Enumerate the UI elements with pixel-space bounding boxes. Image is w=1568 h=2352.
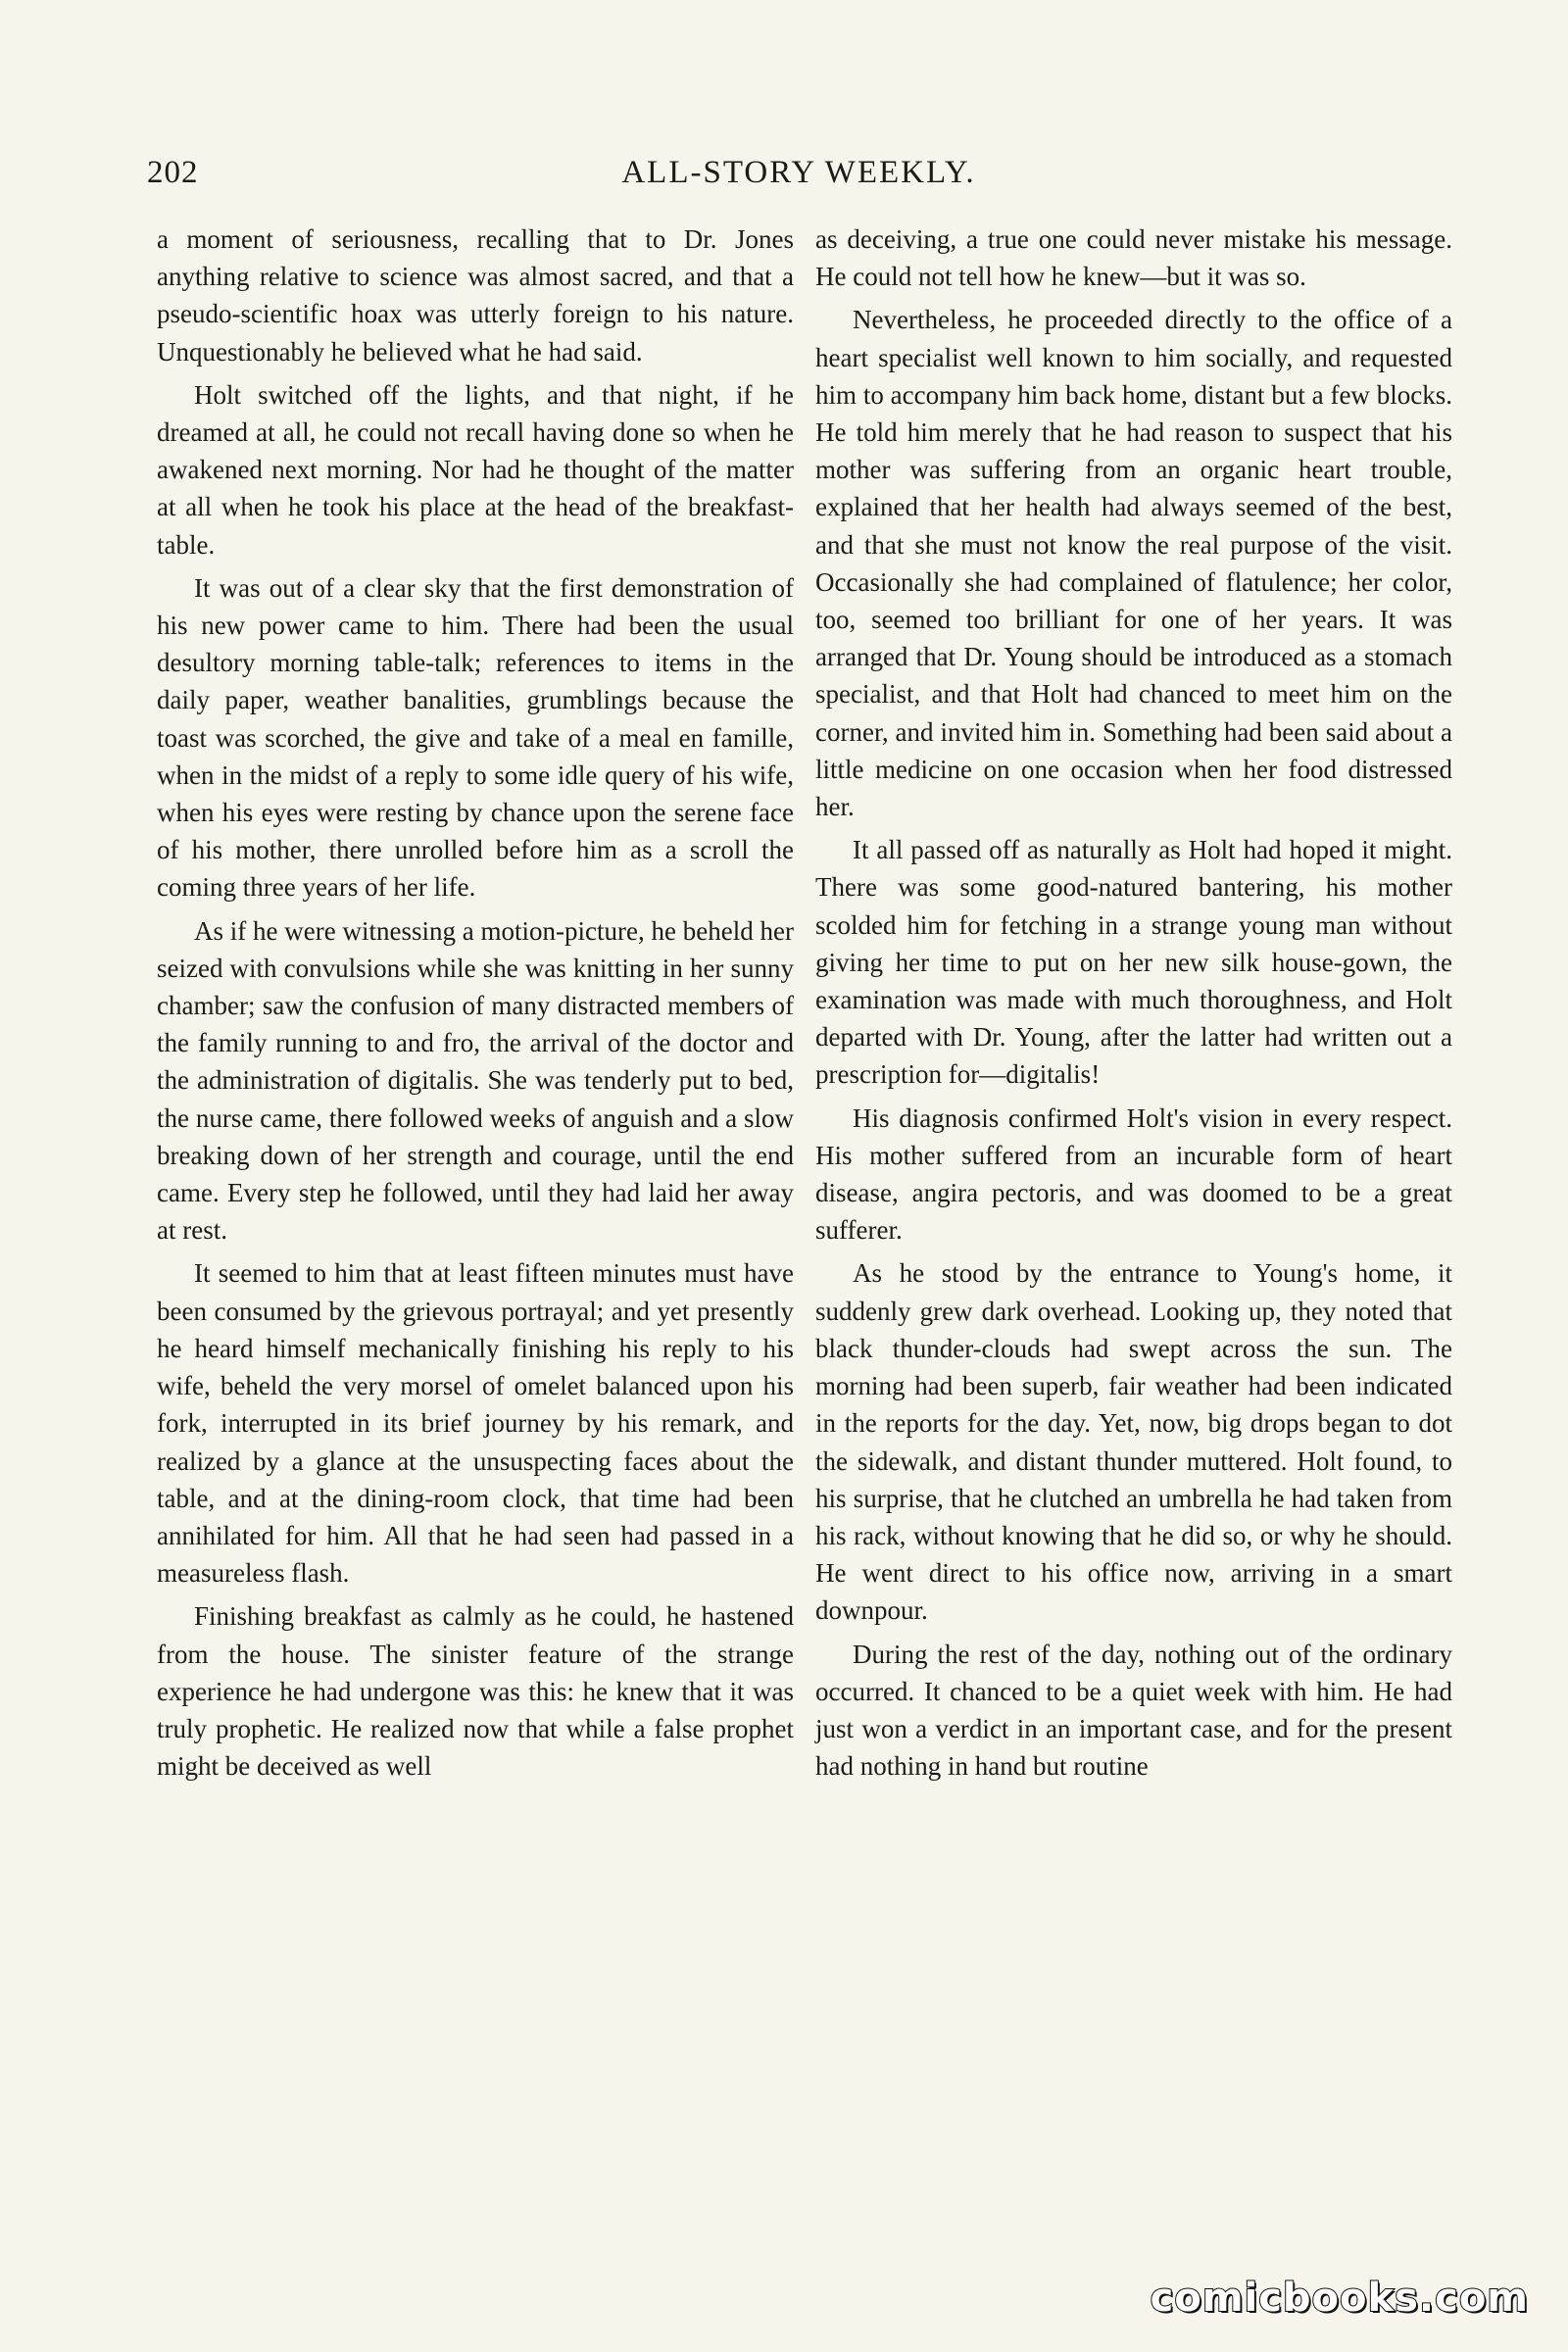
paragraph: It seemed to him that at least fifteen minutes must have been consumed by the grievous portrayal; and yet presently he heard himself mechanically finishing his reply to his wife, beheld the very morsel of omelet balanced upon his fork, interrupted in its brief journey by his remark, and realized by a glance at the unsuspecting faces about the table, and at the dining-room clock, that time had been annihilated for him. All that he had seen had passed in a measureless flash.	[157, 1258, 794, 1589]
paragraph: Holt switched off the lights, and that night, if he dreamed at all, he could not recall having done so when he awakened next morning. Nor had he thought of the matter at all when he took his place at the head of the breakfast-table.	[157, 379, 794, 560]
paragraph: During the rest of the day, nothing out of the ordinary occurred. It chanced to be a quiet week with him. He had just won a verdict in an important case, and for the present had nothing in hand but routine	[815, 1639, 1452, 1782]
page-header	[147, 147, 1450, 206]
running-head: ALL-STORY WEEKLY.	[621, 155, 976, 190]
left-column	[157, 220, 794, 1790]
watermark-logo: comicbooks.com	[1150, 2276, 1529, 2321]
paragraph: As he stood by the entrance to Young's home, it suddenly grew dark overhead. Looking up, they noted that black thunder-clouds had swept across the sun. The morning had been superb, fair weather had been indicated in the reports for the day. Yet, now, big drops began to dot the sidewalk, and distant thunder muttered. Holt found, to his surprise, that he clutched an umbrella he had taken from his rack, without knowing that he did so, or why he should. He went direct to his office now, arriving in a smart downpour.	[815, 1258, 1452, 1626]
paragraph: Finishing breakfast as calmly as he could, he hastened from the house. The sinister feature of the strange experience he had undergone was this: he knew that it was truly prophetic. He realized now that while a false prophet might be deceived as well	[157, 1601, 794, 1782]
paragraph: As if he were witnessing a motion-picture, he beheld her seized with convulsions while she was knitting in her sunny chamber; saw the confusion of many distracted members of the family running to and fro, the arrival of the doctor and the administration of digitalis. She was tenderly put to bed, the nurse came, there followed weeks of anguish and a slow breaking down of her strength and courage, until the end came. Every step he followed, until they had laid her away at rest.	[157, 915, 794, 1246]
paragraph: a moment of seriousness, recalling that to Dr. Jones anything relative to science was almost sacred, and that a pseudo-scientific hoax was utterly foreign to his nature. Unquestionably he believed what he had said.	[157, 224, 794, 367]
page-number: 202	[147, 155, 199, 190]
right-column	[815, 220, 1452, 1790]
paragraph: as deceiving, a true one could never mistake his message. He could not tell how he knew—but it was so.	[815, 224, 1452, 292]
paragraph: It was out of a clear sky that the first demonstration of his new power came to him. There had been the usual desultory morning table-talk; references to items in the daily paper, weather banalities, grumblings because the toast was scorched, the give and take of a meal en famille, when in the midst of a reply to some idle query of his wife, when his eyes were resting by chance upon the serene face of his mother, there unrolled before him as a scroll the coming three years of her life.	[157, 572, 794, 903]
paragraph: His diagnosis confirmed Holt's vision in every respect. His mother suffered from an incurable form of heart disease, angira pectoris, and was doomed to be a great sufferer.	[815, 1102, 1452, 1246]
paragraph: It all passed off as naturally as Holt had hoped it might. There was some good-natured bantering, his mother scolded him for fetching in a strange young man without giving her time to put on her new silk house-gown, the examination was made with much thoroughness, and Holt departed with Dr. Young, after the latter had written out a prescription for—digitalis!	[815, 835, 1452, 1090]
paragraph: Nevertheless, he proceeded directly to the office of a heart specialist well known to him socially, and requested him to accompany him back home, distant but a few blocks. He told him merely that he had reason to suspect that his mother was suffering from an organic heart trouble, explained that her health had always seemed of the best, and that she must not know the real purpose of the visit. Occasionally she had complained of flatulence; her color, too, seemed too brilliant for one of her years. It was arranged that Dr. Young should be introduced as a stomach specialist, and that Holt had chanced to meet him on the corner, and invited him in. Something had been said about a little medicine on one occasion when her food distressed her.	[815, 305, 1452, 822]
